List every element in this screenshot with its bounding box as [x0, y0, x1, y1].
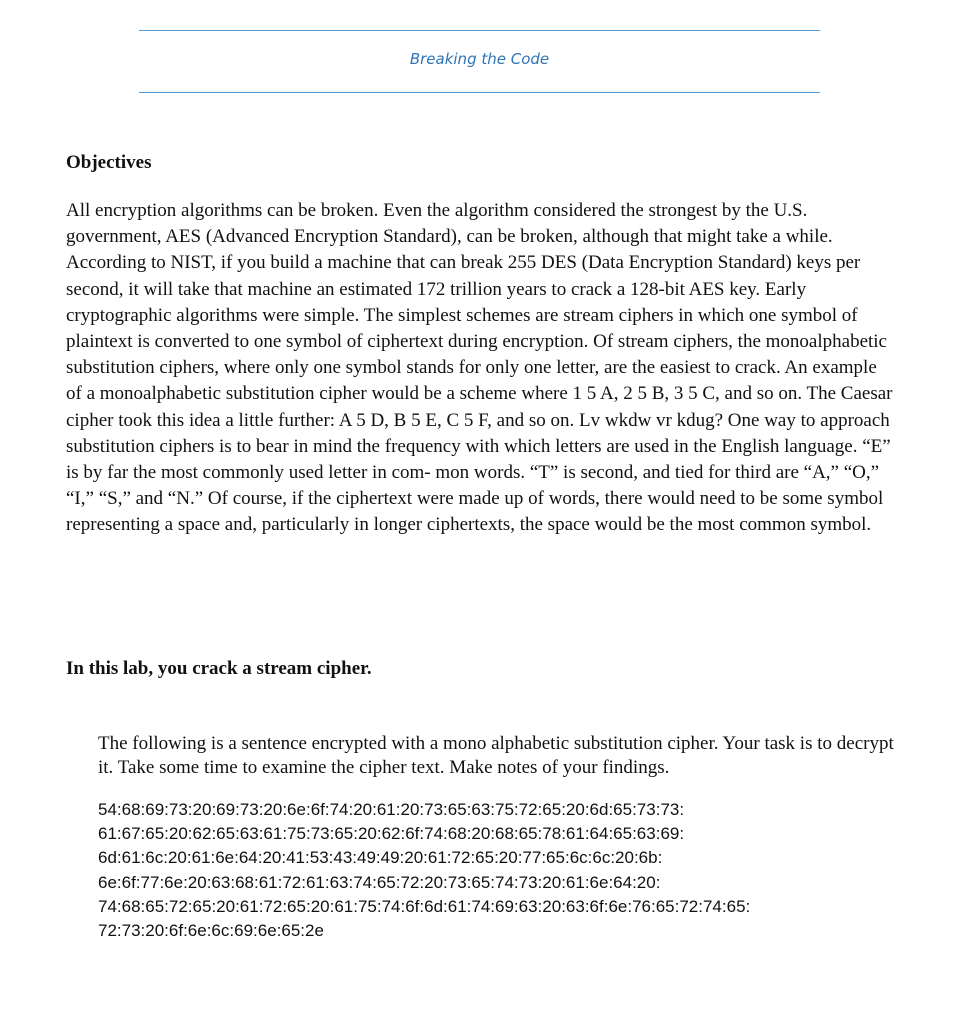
objectives-paragraph: All encryption algorithms can be broken. Even the algorithm considered the strongest by the U.S. government, AES (Advanced Encryption Standard), can be broken, although that might take a while. According to NIST, if you build a machine that can break 255 DES (Data Encryption Standard) keys per second, it will take that machine an estimated 172 trillion years to crack a 128-bit AES key. Early cryptographic algorithms were simple. The simplest schemes are stream ciphers in which one symbol of plaintext is converted to one symbol of ciphertext during encryption. Of stream ciphers, the monoalphabetic substitution ciphers, where only one symbol stands for only one letter, are the easiest to crack. An example of a monoalphabetic substitution cipher would be a scheme where 1 5 A, 2 5 B, 3 5 C, and so on. The Caesar cipher took this idea a little further: A 5 D, B 5 E, C 5 F, and so on. Lv wkdw vr kdug? One way to approach substitution ciphers is to bear in mind the frequency with which letters are used in the English language. “E” is by far the most commonly used letter in com- mon words. “T” is second, and tied for third are “A,” “O,” “I,” “S,” and “N.” Of course, if the ciphertext were made up of words, there would need to be some symbol representing a space and, particularly in longer ciphertexts, the space would be the most common symbol.: [66, 200, 893, 536]
ciphertext-line: 72:73:20:6f:6e:6c:69:6e:65:2e: [98, 921, 324, 941]
task-paragraph: The following is a sentence encrypted with a mono alphabetic substitution cipher. Your task is to decrypt it. Take some time to examine the cipher text. Make notes of your findings.: [98, 733, 894, 778]
header-bottom-rule: [139, 92, 820, 93]
lab-heading: In this lab, you crack a stream cipher.: [66, 658, 372, 679]
ciphertext-line: 54:68:69:73:20:69:73:20:6e:6f:74:20:61:20:73:65:63:75:72:65:20:6d:65:73:73:: [98, 800, 685, 819]
page-header-title: Breaking the Code: [409, 50, 550, 68]
ciphertext-line: 6e:6f:77:6e:20:63:68:61:72:61:63:74:65:72:20:73:65:74:73:20:61:6e:64:20:: [98, 872, 661, 892]
ciphertext-line: 74:68:65:72:65:20:61:72:65:20:61:75:74:6f:6d:61:74:69:63:20:63:6f:6e:76:65:72:74:65:: [98, 896, 751, 916]
header-top-rule: [139, 30, 820, 31]
ciphertext-line: 6d:61:6c:20:61:6e:64:20:41:53:43:49:49:20:61:72:65:20:77:65:6c:6c:20:6b:: [98, 848, 663, 868]
ciphertext-line: 61:67:65:20:62:65:63:61:75:73:65:20:62:6f:74:68:20:68:65:78:61:64:65:63:69:: [98, 824, 685, 844]
ciphertext-block: [98, 798, 898, 943]
objectives-heading: Objectives: [66, 152, 152, 173]
